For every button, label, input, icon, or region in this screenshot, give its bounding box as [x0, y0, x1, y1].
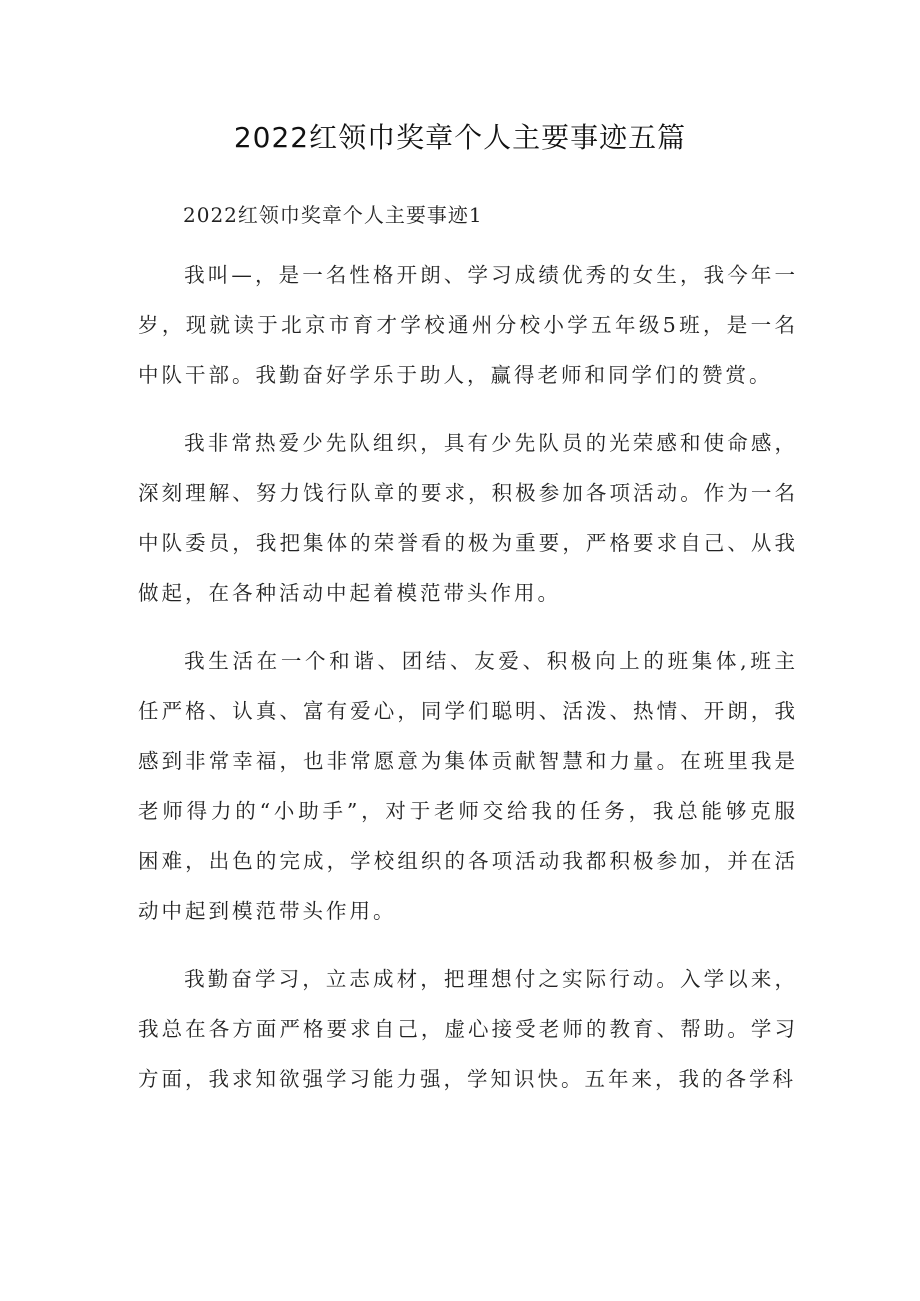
section-subtitle: 2022红领巾奖章个人主要事迹1 [183, 203, 483, 227]
paragraph-4: 我勤奋学习，立志成材，把理想付之实际行动。入学以来，我总在各方面严格要求自己，虚心接受老师的教育、帮助。学习方面，我求知欲强学习能力强，学知识快。五年来，我的各学科 [138, 967, 798, 1091]
paragraph-2: 我非常热爱少先队组织，具有少先队员的光荣感和使命感，深刻理解、努力饯行队章的要求，积极参加各项活动。作为一名中队委员，我把集体的荣誉看的极为重要，严格要求自己、从我做起，在各种活动中起着模范带头作用。 [138, 431, 798, 605]
paragraph-3: 我生活在一个和谐、团结、友爱、积极向上的班集体,班主任严格、认真、富有爱心，同学们聪明、活泼、热情、开朗，我感到非常幸福，也非常愿意为集体贡献智慧和力量。在班里我是老师得力的“小助手”，对于老师交给我的任务，我总能够克服困难，出色的完成，学校组织的各项活动我都积极参加，并在活动中起到模范带头作用。 [138, 649, 798, 923]
body-text [138, 250, 798, 1122]
paragraph-1: 我叫—，是一名性格开朗、学习成绩优秀的女生，我今年一岁，现就读于北京市育才学校通州分校小学五年级5班，是一名中队干部。我勤奋好学乐于助人，赢得老师和同学们的赞赏。 [138, 263, 798, 387]
document-title: 2022红领巾奖章个人主要事迹五篇 [233, 121, 687, 154]
